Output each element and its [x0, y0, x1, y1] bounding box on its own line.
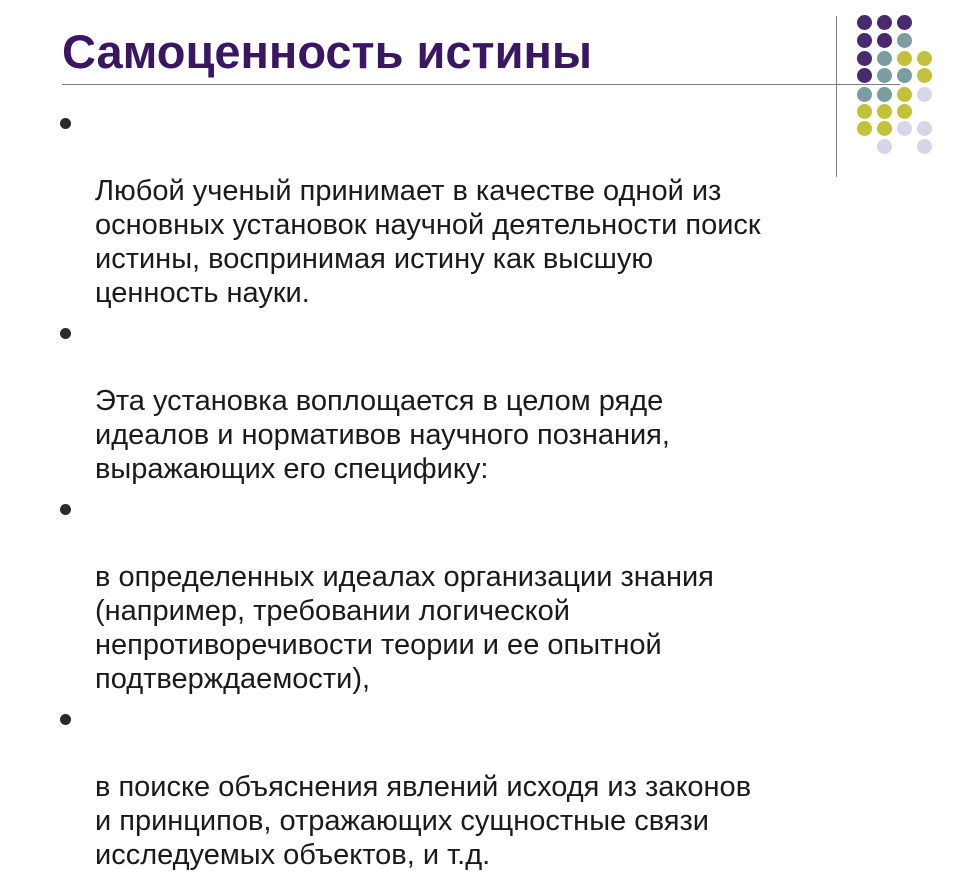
- decor-dot: [877, 121, 892, 136]
- decor-dot: [897, 121, 912, 136]
- decor-dot: [877, 15, 892, 30]
- bullet-text: Эта установка воплощается в целом ряде идеалов и нормативов научного познания, выражающих его специфику:: [95, 385, 670, 485]
- bullet-text: в поиске объяснения явлений исходя из законов и принципов, отражающих сущностные связи исследуемых объектов, и т.д.: [95, 771, 752, 871]
- decor-dot: [857, 87, 872, 102]
- decor-dot: [897, 87, 912, 102]
- decor-dot: [917, 139, 932, 154]
- decor-dot: [897, 104, 912, 119]
- horizontal-divider: [62, 84, 900, 85]
- decor-dot: [877, 51, 892, 66]
- bullet-dot-icon: [60, 118, 71, 129]
- decor-dot: [917, 68, 932, 83]
- bullet-dot-icon: [60, 328, 71, 339]
- bullet-list: [60, 106, 860, 878]
- decor-dot: [877, 104, 892, 119]
- bullet-item: [60, 702, 860, 872]
- bullet-text: в определенных идеалах организации знания (например, требовании логической непротиворечивости теории и ее опытной подтверждаемости),: [95, 561, 714, 695]
- decor-dot: [877, 139, 892, 154]
- bullet-dot-icon: [60, 504, 71, 515]
- bullet-item: [60, 316, 860, 486]
- decor-dot: [897, 51, 912, 66]
- bullet-item: [60, 106, 860, 310]
- decor-dot: [897, 68, 912, 83]
- decor-dot: [857, 15, 872, 30]
- decor-dot: [857, 33, 872, 48]
- slide-title: Самоценность истины: [62, 25, 592, 78]
- decor-dot: [857, 51, 872, 66]
- decor-dot: [877, 68, 892, 83]
- decor-dot: [917, 121, 932, 136]
- decor-dot: [877, 87, 892, 102]
- decor-dot: [897, 15, 912, 30]
- decor-dot: [917, 51, 932, 66]
- bullet-item: [60, 492, 860, 696]
- decor-dot: [897, 33, 912, 48]
- decor-dot: [877, 33, 892, 48]
- decor-dot: [917, 87, 932, 102]
- decor-dot: [857, 68, 872, 83]
- bullet-text: Любой ученый принимает в качестве одной из основных установок научной деятельности поиск истины, воспринимая истину как высшую ценность науки.: [95, 175, 761, 309]
